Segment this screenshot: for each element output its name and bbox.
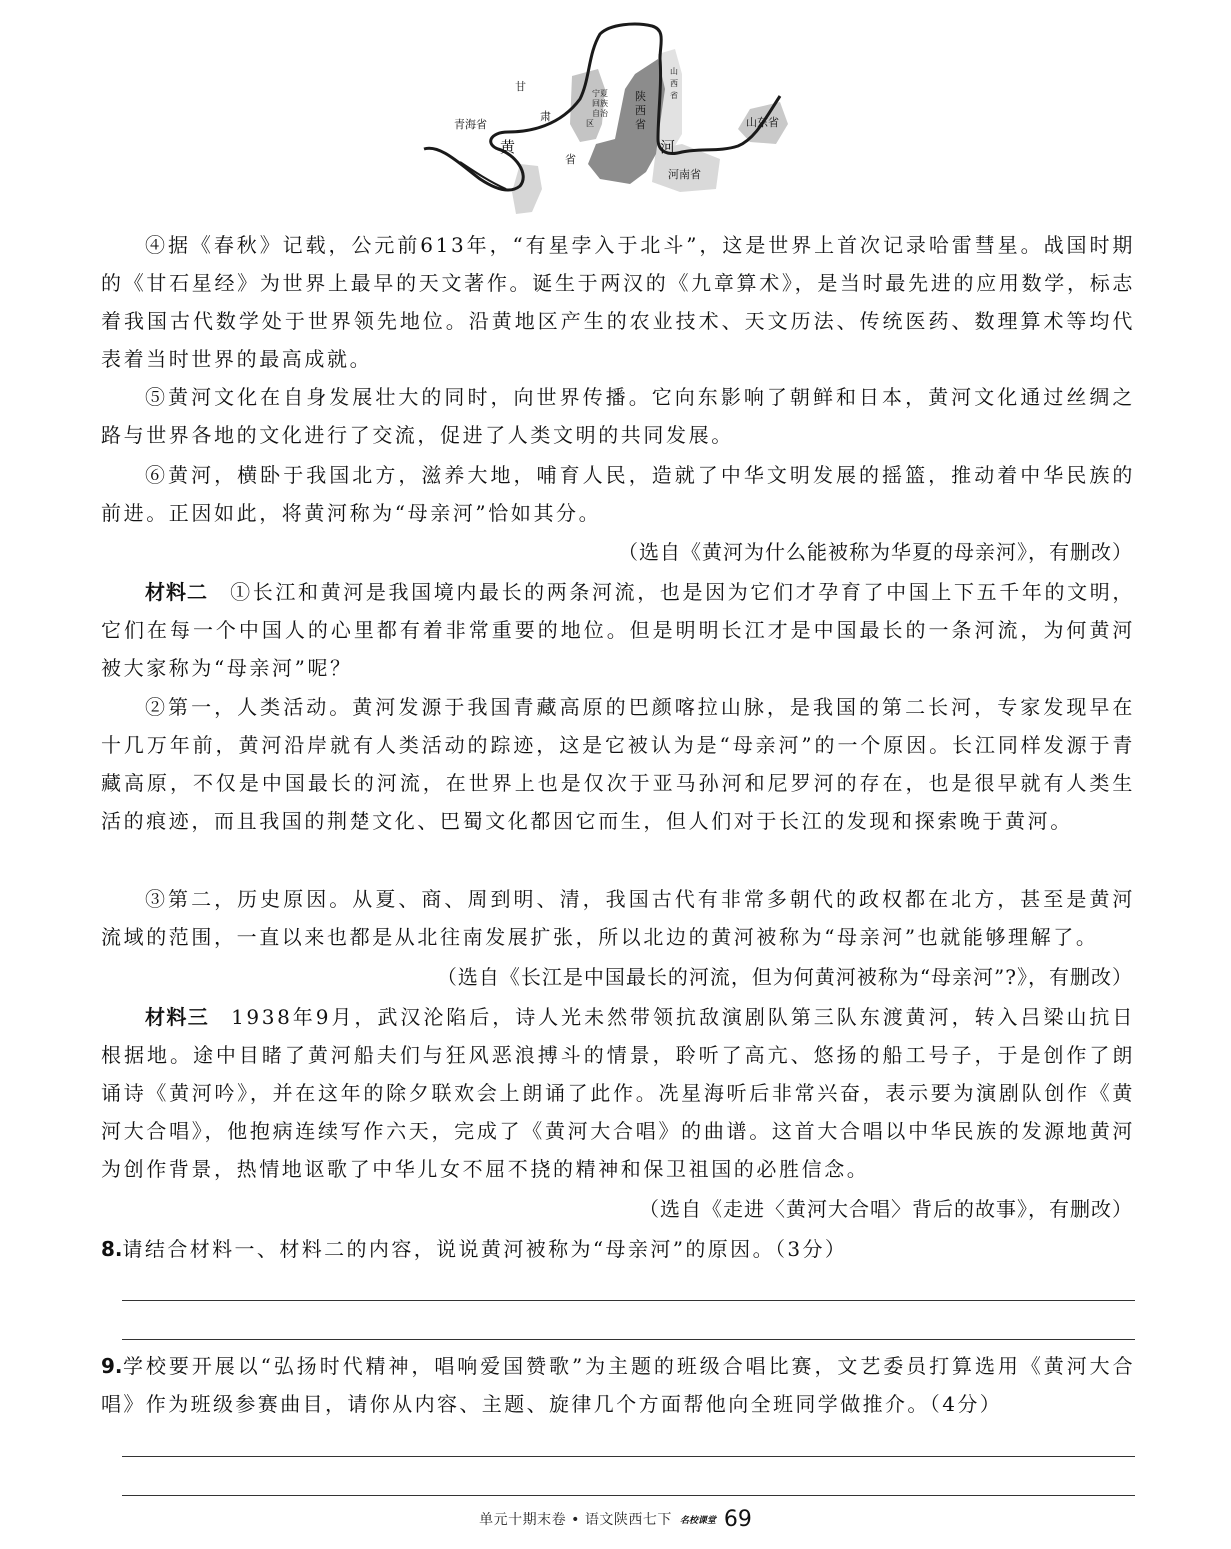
material3-paragraph-1 [101, 998, 1135, 1188]
question-9-number: 9. [101, 1354, 123, 1378]
material2-paragraph-1-text: ①长江和黄河是我国境内最长的两条河流，也是因为它们才孕育了中国上下五千年的文明，它们在每一个中国人的心里都有着非常重要的地位。但是明明长江才是中国最长的一条河流，为何黄河被大家称为“母亲河”呢？ [101, 580, 1136, 680]
q8-answer-line-2[interactable] [122, 1339, 1135, 1340]
material1-paragraph-5: ⑤黄河文化在自身发展壮大的同时，向世界传播。它向东影响了朝鲜和日本，黄河文化通过丝绸之路与世界各地的文化进行了交流，促进了人类文明的共同发展。 [101, 385, 1135, 447]
label-shanxi-2: 西 [670, 79, 678, 88]
tributary-line [460, 162, 506, 189]
label-henan: 河南省 [668, 168, 701, 181]
question-8-number: 8. [101, 1237, 123, 1261]
label-gan: 甘 [515, 80, 526, 93]
question-9 [101, 1347, 1135, 1423]
question-9-text: 学校要开展以“弘扬时代精神，唱响爱国赞歌”为主题的班级合唱比赛，文艺委员打算选用《黄河大合唱》作为班级参赛曲目，请你从内容、主题、旋律几个方面帮他向全班同学做推介。（4分） [101, 1354, 1135, 1416]
yellow-river-map [420, 14, 790, 216]
label-sheng: 省 [565, 153, 576, 166]
label-shaanxi-1: 陕 [635, 90, 646, 103]
material2-paragraph-1 [101, 573, 1135, 687]
material1-paragraph-4: ④据《春秋》记载，公元前613年，“有星孛入于北斗”，这是世界上首次记录哈雷彗星。战国时期的《甘石星经》为世界上最早的天文著作。诞生于两汉的《九章算术》，是当时最先进的应用数学，标志着我国古代数学处于世界领先地位。沿黄地区产生的农业技术、天文历法、传统医药、数理算术等均代表着当时世界的最高成就。 [101, 233, 1135, 371]
page-number: 69 [723, 1506, 752, 1532]
material2-paragraph-3: ③第二，历史原因。从夏、商、周到明、清，我国古代有非常多朝代的政权都在北方，甚至是黄河流域的范围，一直以来也都是从北往南发展扩张，所以北边的黄河被称为“母亲河”也就能够理解了。 [101, 887, 1135, 949]
material3-paragraph-1-text: 1938年9月，武汉沦陷后，诗人光未然带领抗敌演剧队第三队东渡黄河，转入吕梁山抗日根据地。途中目睹了黄河船夫们与狂风恶浪搏斗的情景，聆听了高亢、悠扬的船工号子，于是创作了朗诵诗《黄河吟》，并在这年的除夕联欢会上朗诵了此作。冼星海听后非常兴奋，表示要为演剧队创作《黄河大合唱》，他抱病连续写作六天，完成了《黄河大合唱》的曲谱。这首大合唱以中华民族的发源地黄河为创作背景，热情地讴歌了中华儿女不屈不挠的精神和保卫祖国的必胜信念。 [101, 1005, 1135, 1181]
label-ningxia-1: 宁夏 [592, 89, 608, 98]
label-shaanxi-3: 省 [635, 118, 646, 131]
q9-answer-line-1[interactable] [122, 1456, 1135, 1457]
label-ningxia-4: 区 [586, 119, 594, 128]
footer-text: 单元十期末卷 • 语文陕西七下 [479, 1512, 672, 1528]
label-he: 河 [660, 138, 676, 156]
material2-source: （选自《长江是中国最长的河流，但为何黄河被称为“母亲河”?》，有删改） [436, 965, 1133, 989]
material2-paragraph-2: ②第一，人类活动。黄河发源于我国青藏高原的巴颜喀拉山脉，是我国的第二长河，专家发现早在十几万年前，黄河沿岸就有人类活动的踪迹，这是它被认为是“母亲河”的一个原因。长江同样发源于青藏高原，不仅是中国最长的河流，在世界上也是仅次于亚马孙河和尼罗河的存在，也是很早就有人类生活的痕迹，而且我国的荆楚文化、巴蜀文化都因它而生，但人们对于长江的发现和探索晚于黄河。 [101, 695, 1135, 833]
material2-label: 材料二 [145, 580, 209, 604]
material3-source: （选自《走进〈黄河大合唱〉背后的故事》，有删改） [639, 1197, 1133, 1221]
q8-answer-line-1[interactable] [122, 1300, 1135, 1301]
material1-source: （选自《黄河为什么能被称为华夏的母亲河》，有删改） [618, 540, 1133, 564]
label-huang: 黄 [500, 138, 516, 156]
label-ningxia-2: 回族 [592, 99, 608, 108]
label-shanxi-3: 省 [670, 91, 678, 100]
material3-label: 材料三 [145, 1005, 210, 1029]
question-8 [101, 1230, 1135, 1268]
q9-answer-line-2[interactable] [122, 1495, 1135, 1496]
question-8-text: 请结合材料一、材料二的内容，说说黄河被称为“母亲河”的原因。（3分） [122, 1237, 848, 1261]
label-qinghai: 青海省 [454, 118, 487, 131]
label-ningxia-3: 自治 [592, 109, 608, 118]
footer-brand-logo: 名校课堂 [679, 1515, 716, 1526]
label-shandong: 山东省 [746, 116, 779, 129]
material1-paragraph-6: ⑥黄河，横卧于我国北方，滋养大地，哺育人民，造就了中华文明发展的摇篮，推动着中华民族的前进。正因如此，将黄河称为“母亲河”恰如其分。 [101, 463, 1135, 525]
label-su: 肃 [540, 110, 551, 123]
label-shaanxi-2: 西 [635, 104, 646, 117]
label-shanxi-1: 山 [670, 67, 678, 76]
page-footer [0, 1499, 1231, 1539]
